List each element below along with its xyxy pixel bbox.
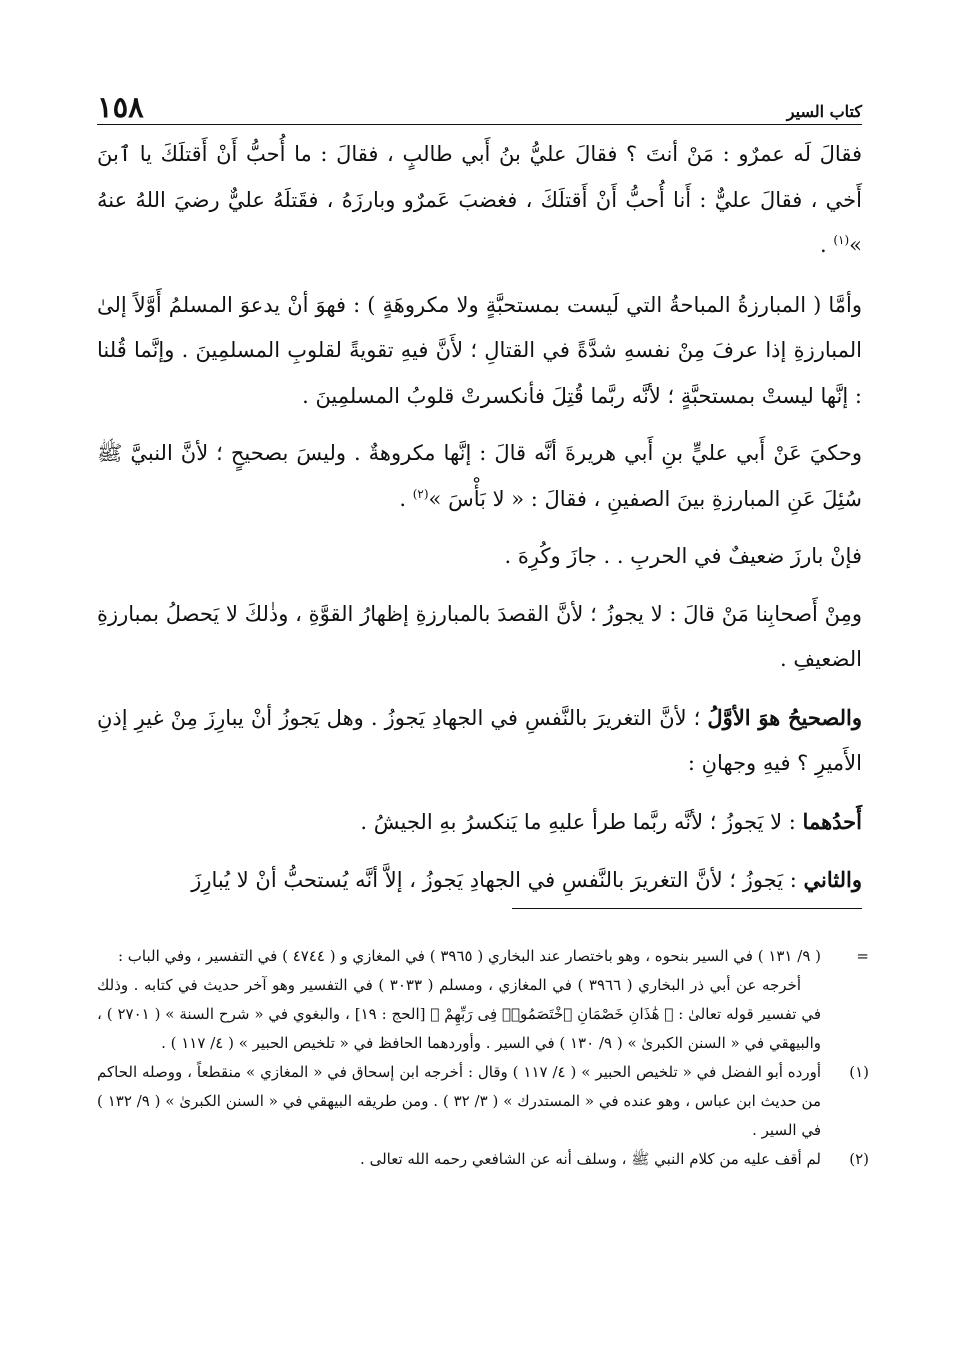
paragraph-1-line-1: فقالَ لَه عمرٌو : مَنْ أنتَ ؟ فقالَ عليُّ بنُ أَبي طالبٍ ، فقالَ : ما أُحبُّ أَنْ أَقتلَكَ يا ٱبنَ	[97, 142, 862, 166]
footnote-separator	[512, 908, 862, 909]
paragraph-4: فإنْ بارزَ ضعيفٌ في الحربِ . . جازَ وكُرِهَ .	[504, 544, 862, 568]
footnote-2-text: لم أقف عليه من كلام النبي ﷺ ، وسلف أنه عن الشافعي رحمه الله تعالى .	[360, 1150, 821, 1168]
footnote-continued-text-2: أخرجه عن أبي ذر البخاري ( ٣٩٦٦ ) في المغازي ، ومسلم ( ٣٠٣٣ ) في التفسير وهو آخر حديث في كتابه . وذلك في تفسير قوله تعالىٰ : ﴿ هَٰذَانِ خَصْمَانِ ٱخْتَصَمُوا۟ فِى رَبِّهِمْ ﴾ [الحج : ١٩] ، والبغوي في « شرح السنة » ( ٢٧٠١ ) ، والبيهقي في « السنن الكبرىٰ » ( ٩/ ١٣٠ ) في السير . وأوردهما الحافظ في « تلخيص الحبير » ( ٤/ ١١٧ ) .	[97, 976, 822, 1052]
footnote-ref-1[interactable]: (١)	[833, 233, 850, 247]
paragraph-6	[97, 695, 862, 787]
footnote-continued-mark: =	[856, 947, 869, 965]
paragraph-3-text: وحكيَ عَنْ أَبي عليٍّ بنِ أَبي هريرةَ أنَّه قالَ : إنَّها مكروهةٌ . وليسَ بصحيحٍ ؛ لأنَّ النبيَّ ﷺ سُئِلَ عَنِ المبارزةِ بينَ الصفينِ ، فقالَ : « لا بَأْسَ »	[97, 441, 862, 511]
paragraph-3-end: .	[399, 486, 413, 511]
footnote-1	[97, 1058, 869, 1145]
footnote-continued-2	[97, 971, 869, 1058]
main-text	[97, 132, 862, 916]
footnote-2	[97, 1145, 869, 1174]
footnote-continued-text-1: ( ٩/ ١٣١ ) في السير بنحوه ، وهو باختصار عند البخاري ( ٣٩٦٥ ) في المغازي و ( ٤٧٤٤ ) في التفسير ، وفي الباب :	[117, 947, 821, 965]
paragraph-6-lead: والصحيحُ هوَ الأوَّلُ	[707, 704, 862, 730]
paragraph-7	[97, 799, 862, 846]
paragraph-1-end: .	[819, 233, 834, 257]
page-number: ١٥٨	[97, 90, 144, 124]
paragraph-3	[97, 431, 862, 522]
footnotes	[97, 942, 869, 1174]
page-header	[97, 88, 862, 122]
paragraph-7-lead: أَحدُهما	[802, 808, 862, 834]
paragraph-1-line-3: عنهُ »	[97, 187, 862, 257]
footnote-2-mark: (٢)	[849, 1150, 869, 1168]
running-title: كتاب السير	[786, 102, 862, 121]
footnote-1-text: أورده أبو الفضل في « تلخيص الحبير » ( ٤/ ١١٧ ) وقال : أخرجه ابن إسحاق في « المغازي » منقطعاً ، ووصله الحاكم من حديث ابن عباس ، وهو عنده في « المستدرك » ( ٣/ ٣٢ ) . ومن طريقه البيهقي في « السنن الكبرىٰ » ( ٩/ ١٣٢ ) في السير .	[97, 1063, 822, 1139]
paragraph-2: وأمَّا ( المبارزةُ المباحةُ التي لَيست بمستحبَّةٍ ولا مكروهَةٍ ) : فهوَ أنْ يدعوَ المسلمُ أَوَّلاً إلىٰ المبارزةِ إذا عرفَ مِنْ نفسهِ شدَّةً في القتالِ ؛ لأَنَّ فيهِ تقويةً لقلوبِ المسلمِينَ . وإنَّما قُلنا : إنَّها ليستْ بمستحبَّةٍ ؛ لأنَّه ربَّما قُتِلَ فأنكسرتْ قلوبُ المسلمِينَ .	[97, 292, 862, 408]
paragraph-8-lead: والثاني	[803, 867, 862, 892]
paragraph-1-line-2: أَخي ، فقالَ عليٌّ : أَنا أُحبُّ أَنْ أَقتلَكَ ، فغضبَ عَمرٌو وبارزَهُ ، فقَتلَهُ عليٌّ رضيَ اللهُ	[135, 187, 862, 212]
footnote-1-mark: (١)	[849, 1063, 869, 1081]
paragraph-5: ومِنْ أَصحابِنا مَنْ قالَ : لا يجوزُ ؛ لأنَّ القصدَ بالمبارزةِ إظهارُ القوَّةِ ، وذٰلكَ لا يَحصلُ بمبارزةِ الضعيفِ .	[97, 601, 862, 671]
footnote-ref-2[interactable]: (٢)	[412, 486, 429, 501]
header-rule	[97, 124, 862, 125]
paragraph-7-text: : لا يَجوزُ ؛ لأنَّه ربَّما طرأ عليهِ ما يَنكسرُ بهِ الجيشُ .	[360, 809, 803, 834]
footnote-continued	[97, 942, 869, 971]
paragraph-8-text: : يَجوزُ ؛ لأنَّ التغريرَ بالنَّفسِ في الجهادِ يَجوزُ ، إلاَّ أنَّه يُستحبُّ أنْ لا يُبارِزَ	[191, 868, 804, 892]
paragraph-1	[97, 132, 862, 269]
paragraph-8	[97, 857, 862, 904]
paragraph-6-text: ؛ لأنَّ التغريرَ بالنَّفسِ في الجهادِ يَجوزُ . وهل يَجوزُ أنْ يبارِزَ مِنْ غيرِ إذنِ الأَميرِ ؟ فيهِ وجهانِ :	[97, 705, 862, 775]
